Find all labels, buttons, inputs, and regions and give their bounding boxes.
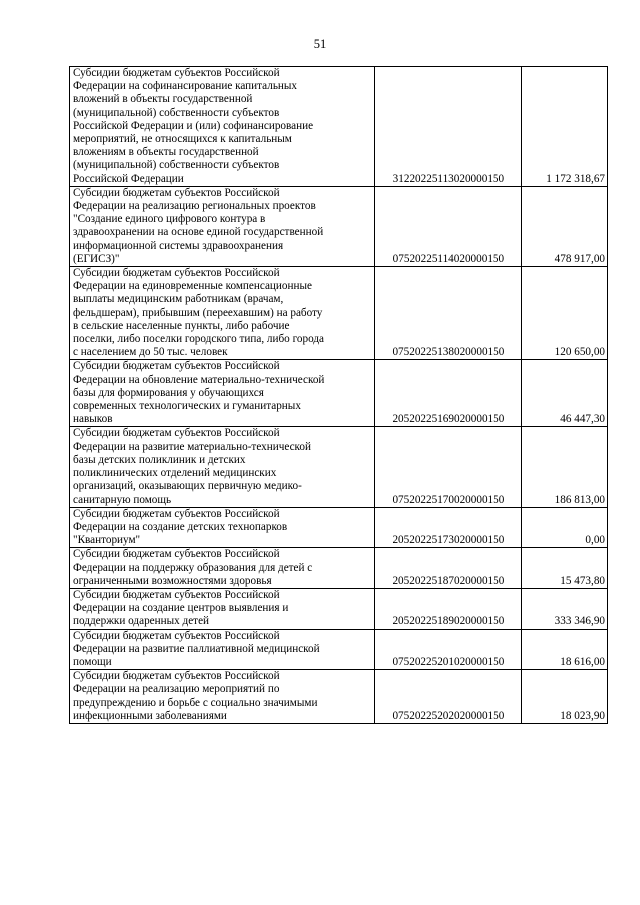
- subsidy-description-line: Федерации на развитие материально-технической: [73, 440, 311, 453]
- budget-classification-code: 20520225173020000150: [375, 507, 522, 548]
- subsidy-description-cell: [70, 267, 375, 360]
- subsidy-description-line: Субсидии бюджетам субъектов Российской: [73, 360, 280, 373]
- subsidy-description-line: здравоохранении на основе единой государственной: [73, 226, 324, 239]
- subsidy-description-line: Субсидии бюджетам субъектов Российской: [73, 629, 280, 642]
- subsidy-description-line: поликлинических отделений медицинских: [73, 467, 277, 480]
- subsidies-table: [69, 66, 608, 724]
- table-row: [70, 548, 608, 589]
- subsidy-description-line: (ЕГИСЗ)": [73, 252, 120, 265]
- table-row: [70, 507, 608, 548]
- subsidy-description-line: Федерации на создание детских технопарков: [73, 520, 288, 533]
- subsidy-description-line: (муниципальной) собственности субъектов: [73, 159, 280, 172]
- subsidy-amount: 186 813,00: [521, 427, 607, 507]
- subsidy-description-line: "Кванториум": [73, 534, 141, 547]
- subsidy-description-line: информационной системы здравоохранения: [73, 239, 284, 252]
- budget-classification-code: 07520225201020000150: [375, 629, 522, 670]
- subsidy-description-line: Федерации на софинансирование капитальных: [73, 80, 298, 93]
- subsidy-description-cell: [70, 186, 375, 266]
- budget-classification-code: 07520225202020000150: [375, 670, 522, 724]
- table-row: [70, 588, 608, 629]
- budget-classification-code: 20520225189020000150: [375, 588, 522, 629]
- budget-classification-code: 20520225187020000150: [375, 548, 522, 589]
- subsidy-description-line: Федерации на обновление материально-технической: [73, 373, 325, 386]
- subsidy-description-line: Российской Федерации: [73, 172, 184, 185]
- subsidy-description-line: мероприятий, не относящихся к капитальным: [73, 133, 292, 146]
- budget-classification-code: 20520225169020000150: [375, 360, 522, 427]
- subsidy-description-line: (муниципальной) собственности субъектов: [73, 106, 280, 119]
- subsidy-description-line: Субсидии бюджетам субъектов Российской: [73, 670, 280, 683]
- subsidy-amount: 0,00: [521, 507, 607, 548]
- subsidy-description-line: Субсидии бюджетам субъектов Российской: [73, 267, 280, 280]
- subsidy-description-line: выплаты медицинским работникам (врачам,: [73, 293, 284, 306]
- budget-classification-code: 31220225113020000150: [375, 67, 522, 187]
- subsidy-description-line: Российской Федерации и (или) софинансирование: [73, 119, 314, 132]
- budget-classification-code: 07520225114020000150: [375, 186, 522, 266]
- subsidy-amount: 18 616,00: [521, 629, 607, 670]
- subsidy-description-cell: [70, 548, 375, 589]
- subsidy-description-line: Федерации на поддержку образования для детей с: [73, 561, 313, 574]
- table-row: [70, 670, 608, 724]
- subsidy-description-line: вложениям в объекты государственной: [73, 146, 259, 159]
- subsidy-amount: 18 023,90: [521, 670, 607, 724]
- subsidy-description-line: навыков: [73, 413, 113, 426]
- subsidy-description-line: Федерации на развитие паллиативной медицинской: [73, 642, 320, 655]
- subsidy-description-line: поселки, либо поселки городского типа, либо города: [73, 333, 324, 346]
- subsidy-description-line: предупреждению и борьбе с социально значимыми: [73, 696, 318, 709]
- subsidy-description-line: Субсидии бюджетам субъектов Российской: [73, 427, 280, 440]
- budget-classification-code: 07520225170020000150: [375, 427, 522, 507]
- page-number: 51: [313, 37, 327, 51]
- subsidy-amount: 1 172 318,67: [521, 67, 607, 187]
- subsidy-description-cell: [70, 588, 375, 629]
- subsidy-description-line: помощи: [73, 655, 112, 668]
- subsidy-description-line: Субсидии бюджетам субъектов Российской: [73, 186, 280, 199]
- subsidy-description-line: Субсидии бюджетам субъектов Российской: [73, 507, 280, 520]
- subsidy-description-cell: [70, 67, 375, 187]
- subsidy-description-line: Федерации на создание центров выявления и: [73, 602, 289, 615]
- subsidy-description-line: Федерации на единовременные компенсационные: [73, 280, 312, 293]
- subsidy-amount: 478 917,00: [521, 186, 607, 266]
- subsidy-description-line: санитарную помощь: [73, 493, 172, 506]
- subsidy-description-line: Федерации на реализацию региональных проектов: [73, 200, 316, 213]
- table-row: [70, 186, 608, 266]
- subsidy-description-line: Субсидии бюджетам субъектов Российской: [73, 67, 280, 79]
- subsidies-table-body: [70, 67, 608, 724]
- table-row: [70, 267, 608, 360]
- subsidy-description-cell: [70, 360, 375, 427]
- subsidy-description-line: "Создание единого цифрового контура в: [73, 213, 266, 226]
- table-row: [70, 360, 608, 427]
- subsidy-amount: 46 447,30: [521, 360, 607, 427]
- subsidy-description-line: организаций, оказывающих первичную медико-: [73, 480, 302, 493]
- subsidy-description-line: фельдшерам), прибывшим (переехавшим) на работу: [73, 306, 323, 319]
- table-row: [70, 67, 608, 187]
- subsidy-amount: 15 473,80: [521, 548, 607, 589]
- subsidy-description-cell: [70, 629, 375, 670]
- subsidy-description-cell: [70, 670, 375, 724]
- subsidy-description-line: Субсидии бюджетам субъектов Российской: [73, 548, 280, 561]
- subsidy-description-line: Субсидии бюджетам субъектов Российской: [73, 588, 280, 601]
- table-row: [70, 629, 608, 670]
- subsidy-description-cell: [70, 427, 375, 507]
- subsidy-description-line: инфекционными заболеваниями: [73, 709, 227, 722]
- subsidy-description-cell: [70, 507, 375, 548]
- subsidy-amount: 120 650,00: [521, 267, 607, 360]
- subsidy-description-line: ограниченными возможностями здоровья: [73, 574, 272, 587]
- budget-classification-code: 07520225138020000150: [375, 267, 522, 360]
- table-row: [70, 427, 608, 507]
- subsidy-description-line: в сельские населенные пункты, либо рабочие: [73, 319, 290, 332]
- subsidy-description-line: базы детских поликлиник и детских: [73, 453, 246, 466]
- subsidy-description-line: вложений в объекты государственной: [73, 93, 253, 106]
- subsidy-amount: 333 346,90: [521, 588, 607, 629]
- subsidy-description-line: с населением до 50 тыс. человек: [73, 346, 228, 359]
- subsidy-description-line: поддержки одаренных детей: [73, 615, 210, 628]
- subsidy-description-line: базы для формирования у обучающихся: [73, 386, 264, 399]
- subsidy-description-line: Федерации на реализацию мероприятий по: [73, 683, 280, 696]
- subsidy-description-line: современных технологических и гуманитарных: [73, 400, 301, 413]
